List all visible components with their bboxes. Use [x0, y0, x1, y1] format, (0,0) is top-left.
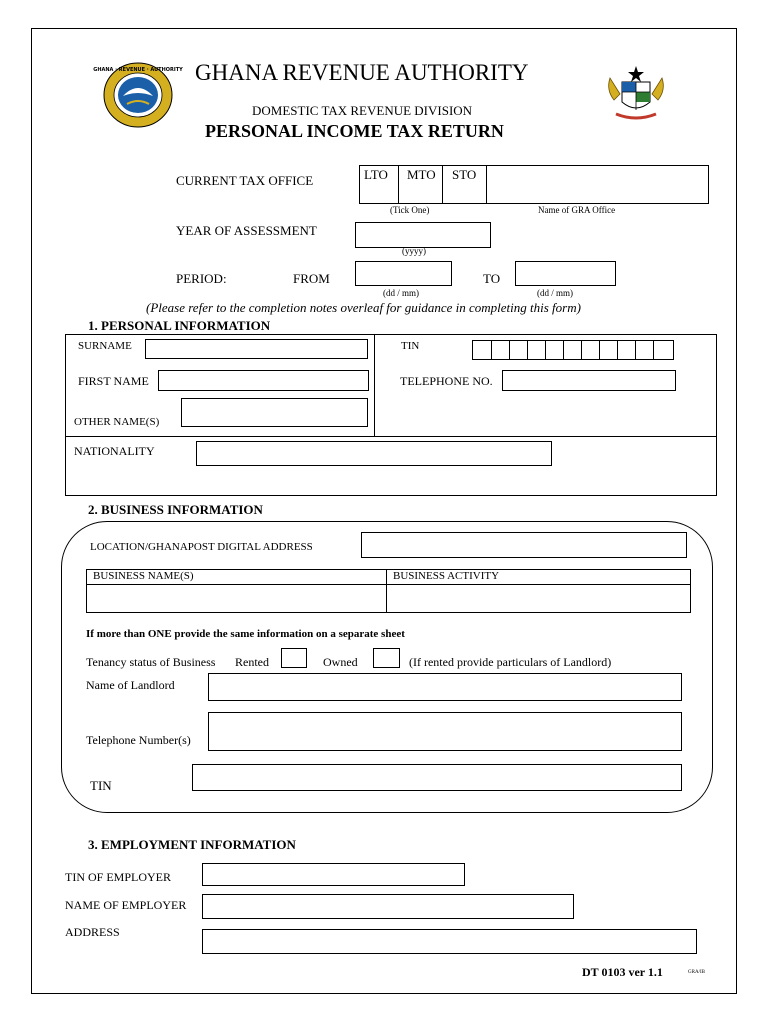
tin-label: TIN [401, 340, 420, 352]
telephone-field[interactable] [502, 370, 676, 391]
owned-checkbox[interactable] [373, 648, 400, 668]
telephone-label: TELEPHONE NO. [400, 374, 493, 388]
landlord-tin-label: TIN [90, 778, 112, 793]
period-from-field[interactable] [355, 261, 452, 286]
business-activity-header: BUSINESS ACTIVITY [393, 570, 500, 582]
landlord-field[interactable] [208, 673, 682, 701]
current-tax-office-label: CURRENT TAX OFFICE [176, 173, 314, 188]
business-name-field[interactable] [87, 585, 386, 612]
location-label: LOCATION/GHANAPOST DIGITAL ADDRESS [90, 541, 313, 553]
tax-office-box [359, 165, 709, 204]
form-code: DT 0103 ver 1.1 [582, 965, 663, 979]
division-title: DOMESTIC TAX REVENUE DIVISION [252, 103, 473, 118]
business-name-header: BUSINESS NAME(S) [93, 570, 194, 582]
tin-field[interactable] [472, 340, 674, 360]
other-names-label: OTHER NAME(S) [74, 416, 160, 428]
year-hint: (yyyy) [402, 246, 426, 256]
location-field[interactable] [361, 532, 687, 558]
rented-label: Rented [235, 655, 269, 669]
period-from-label: FROM [293, 271, 330, 286]
tin-of-employer-label: TIN OF EMPLOYER [65, 870, 172, 884]
form-title: PERSONAL INCOME TAX RETURN [205, 121, 504, 141]
org-title: GHANA REVENUE AUTHORITY [195, 60, 529, 85]
business-activity-field[interactable] [387, 585, 690, 612]
period-label: PERIOD: [176, 271, 227, 286]
more-than-one-note: If more than ONE provide the same information on a separate sheet [86, 628, 405, 640]
landlord-label: Name of Landlord [86, 678, 175, 692]
gra-office-name-field[interactable] [487, 166, 709, 203]
gra-logo [93, 62, 183, 128]
landlord-phone-label: Telephone Number(s) [86, 733, 191, 747]
tiny-code: GRA/IB [688, 970, 705, 975]
tenancy-label: Tenancy status of Business [86, 655, 216, 669]
name-of-employer-field[interactable] [202, 894, 574, 919]
to-hint: (dd / mm) [537, 288, 573, 298]
period-to-field[interactable] [515, 261, 616, 286]
completion-note: (Please refer to the completion notes overleaf for guidance in completing this form) [146, 300, 581, 315]
first-name-label: FIRST NAME [78, 374, 149, 388]
tin-of-employer-field[interactable] [202, 863, 465, 886]
period-to-label: TO [483, 271, 501, 286]
surname-field[interactable] [145, 339, 368, 359]
landlord-tin-field[interactable] [192, 764, 682, 791]
from-hint: (dd / mm) [383, 288, 419, 298]
office-option-lto[interactable]: LTO [364, 167, 388, 182]
first-name-field[interactable] [158, 370, 369, 391]
office-name-hint: Name of GRA Office [538, 205, 616, 215]
employment-info-heading: 3. EMPLOYMENT INFORMATION [88, 837, 296, 852]
svg-text:GHANA · REVENUE · AUTHORITY: GHANA · REVENUE · AUTHORITY [93, 67, 183, 73]
rented-checkbox[interactable] [281, 648, 307, 668]
tick-hint: (Tick One) [390, 205, 430, 215]
nationality-label: NATIONALITY [74, 444, 155, 458]
landlord-phone-field[interactable] [208, 712, 682, 751]
business-info-heading: 2. BUSINESS INFORMATION [88, 502, 263, 517]
address-label: ADDRESS [65, 925, 120, 939]
year-of-assessment-label: YEAR OF ASSESSMENT [176, 223, 317, 238]
nationality-field[interactable] [196, 441, 552, 466]
name-of-employer-label: NAME OF EMPLOYER [65, 898, 187, 912]
address-field[interactable] [202, 929, 697, 954]
surname-label: SURNAME [78, 340, 132, 352]
coat-of-arms-icon [604, 64, 668, 124]
rented-note: (If rented provide particulars of Landlord) [409, 655, 612, 669]
year-of-assessment-field[interactable] [355, 222, 491, 248]
office-option-mto[interactable]: MTO [407, 167, 436, 182]
owned-label: Owned [323, 655, 358, 669]
business-table [86, 569, 691, 613]
office-option-sto[interactable]: STO [452, 167, 477, 182]
other-names-field[interactable] [181, 398, 368, 427]
personal-info-heading: 1. PERSONAL INFORMATION [88, 318, 271, 333]
